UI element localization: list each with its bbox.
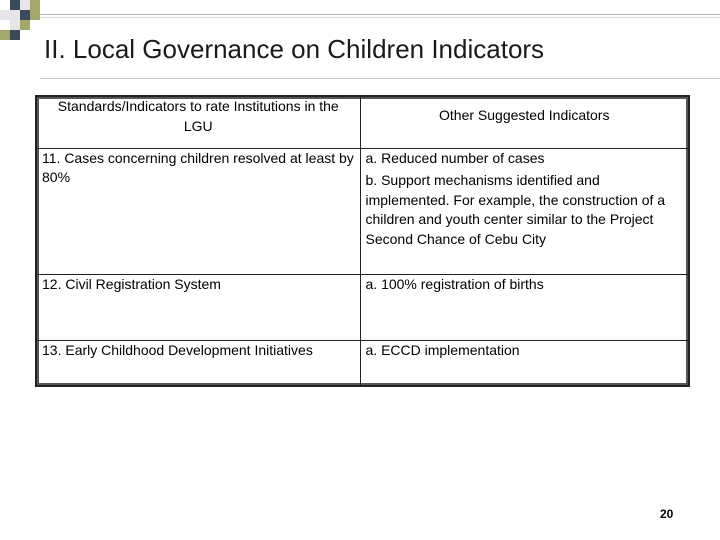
table-row	[36, 274, 689, 340]
suggested-item: a. ECCD implementation	[365, 341, 520, 358]
table-row	[36, 148, 689, 274]
header-rule	[40, 14, 720, 15]
decor-square	[10, 10, 20, 20]
suggested-item: b. Support mechanisms identified and implemented. For example, the construction of a children and youth center similar to the Project Second Chance of Cebu City	[365, 172, 666, 247]
decor-square	[30, 0, 40, 10]
page-number: 20	[660, 507, 674, 521]
row-11-standard: 11. Cases concerning children resolved at least by 80%	[36, 148, 360, 274]
row-13-suggested	[360, 340, 689, 386]
decor-square	[0, 30, 10, 40]
decor-square	[20, 20, 30, 30]
row-12-standard: 12. Civil Registration System	[36, 274, 360, 340]
decor-square	[10, 0, 20, 10]
slide-title: II. Local Governance on Children Indicators	[44, 34, 545, 64]
decor-square	[30, 10, 40, 20]
row-11-suggested	[360, 148, 689, 274]
table-row	[36, 340, 689, 386]
decor-square	[20, 10, 30, 20]
decor-square	[0, 10, 10, 20]
title-divider	[40, 78, 720, 79]
row-12-suggested	[360, 274, 689, 340]
suggested-item: a. 100% registration of births	[365, 275, 544, 292]
table-header-row	[36, 96, 689, 148]
row-13-standard: 13. Early Childhood Development Initiatives	[36, 340, 360, 386]
suggested-item: a. Reduced number of cases	[365, 149, 545, 166]
header-suggested: Other Suggested Indicators	[360, 96, 689, 148]
header-rule-secondary	[40, 17, 720, 18]
decor-square	[10, 30, 20, 40]
decor-square	[10, 20, 20, 30]
header-standards: Standards/Indicators to rate Institutions in the LGU	[36, 96, 360, 148]
indicators-table	[35, 95, 690, 387]
decor-square	[20, 0, 30, 10]
